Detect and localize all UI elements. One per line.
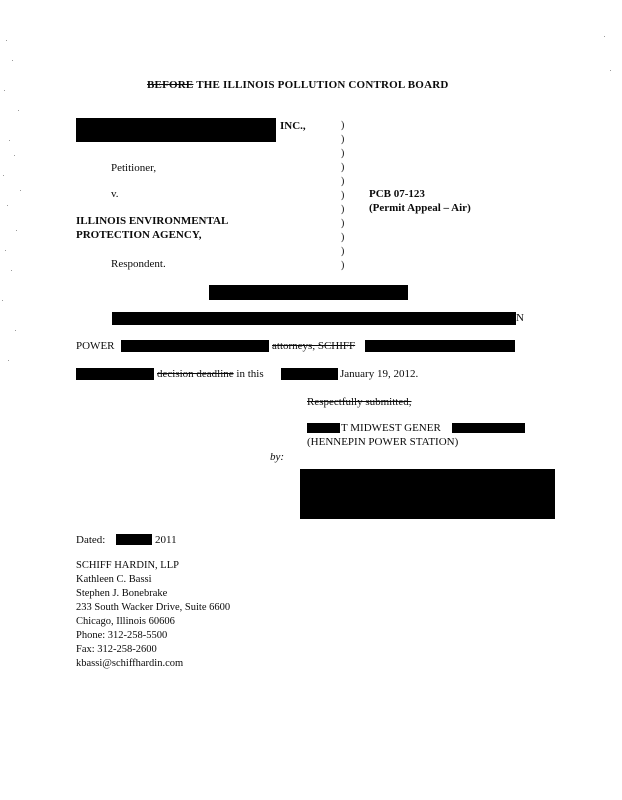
case-type: (Permit Appeal – Air)	[369, 202, 471, 214]
petitioner-suffix: INC.,	[280, 120, 306, 132]
title-struck-word: BEFORE	[147, 79, 194, 91]
dated-year: 2011	[155, 534, 177, 546]
title-text: THE ILLINOIS POLLUTION CONTROL BOARD	[193, 79, 449, 91]
redaction-block	[121, 340, 269, 352]
body-line1-end: N	[516, 312, 524, 324]
firm-name: SCHIFF HARDIN, LLP	[76, 560, 179, 571]
body-line2-start: POWER	[76, 340, 115, 352]
body-line3-end: January 19, 2012.	[340, 368, 419, 380]
redaction-block	[76, 368, 154, 380]
body-line3-mid: in this	[233, 368, 264, 380]
company-fragment: T MIDWEST GENER	[341, 422, 441, 434]
versus-label: v.	[111, 188, 119, 200]
body-line3-struck: decision deadline	[157, 368, 234, 380]
redaction-block	[209, 285, 408, 300]
fax-number: Fax: 312-258-2600	[76, 644, 157, 655]
case-number: PCB 07-123	[369, 188, 425, 200]
phone-number: Phone: 312-258-5500	[76, 630, 168, 641]
attorney-name: Kathleen C. Bassi	[76, 574, 152, 585]
document-title	[147, 80, 449, 91]
redaction-block	[76, 118, 276, 142]
street-address: 233 South Wacker Drive, Suite 6600	[76, 602, 231, 613]
redaction-block	[452, 423, 525, 433]
attorney-name: Stephen J. Bonebrake	[76, 588, 168, 599]
respondent-name-line2: PROTECTION AGENCY,	[76, 229, 202, 241]
respectfully-submitted: Respectfully submitted,	[307, 396, 412, 408]
station-name: (HENNEPIN POWER STATION)	[307, 436, 459, 448]
petitioner-label: Petitioner,	[111, 162, 157, 174]
document-page: BEFORE THE ILLINOIS POLLUTION CONTROL BOARD INC., Petitioner, v. ILLINOIS ENVIRONMENTAL PROTECTION AGENCY, Respondent. ) ) ) ) ) ) ) ) ) ) ) PCB 07-123 (Permit Appeal – Air) N POWER attorneys, SCHIFF decision deadline in this January 19, 2012. Respectfully submitted, T MIDWEST GENER (HENNEPIN POWER STATION) by: Dated: 2011 SCHIFF HARDIN, LLP Kathleen C. Bassi Stephen J. Bonebrake 233 South Wacker Drive, Suite 6600 Chicago, Illinois 60606 Phone: 312-258-5500 Fax: 312-258-2600 kbassi@schiffhardin.com	[0, 0, 622, 800]
redaction-block	[307, 423, 340, 433]
email-address: kbassi@schiffhardin.com	[76, 658, 184, 669]
signature-redaction	[300, 469, 555, 519]
respondent-label: Respondent.	[111, 258, 166, 270]
by-label: by:	[270, 451, 285, 463]
redaction-block	[281, 368, 338, 380]
body-line2-struck: attorneys, SCHIFF	[272, 340, 356, 352]
dated-label: Dated:	[76, 534, 106, 546]
redaction-block	[365, 340, 515, 352]
respondent-name-line1: ILLINOIS ENVIRONMENTAL	[76, 215, 229, 227]
city-state-zip: Chicago, Illinois 60606	[76, 616, 175, 627]
body-line3	[157, 369, 264, 380]
redaction-block	[112, 312, 516, 325]
redaction-block	[116, 534, 152, 545]
